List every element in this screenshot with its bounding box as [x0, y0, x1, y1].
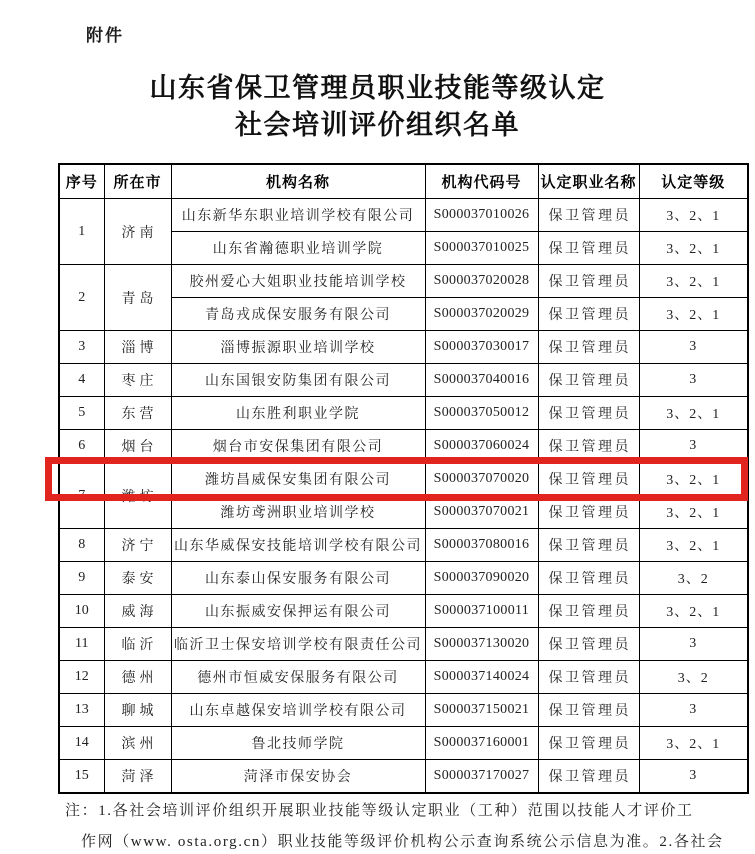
- city-cell: 临沂: [104, 628, 171, 661]
- table-row: [59, 694, 748, 727]
- table-row: [59, 199, 748, 232]
- table-row: [59, 661, 748, 694]
- org-code-cell: S000037170027: [425, 760, 538, 794]
- org-name-cell: 青岛戎成保安服务有限公司: [171, 298, 425, 331]
- city-cell: 潍坊: [104, 463, 171, 529]
- city-cell: 东营: [104, 397, 171, 430]
- table-row-highlighted: [59, 463, 748, 496]
- org-name-cell: 临沂卫士保安培训学校有限责任公司: [171, 628, 425, 661]
- table-row: [59, 760, 748, 794]
- city-cell: 滨州: [104, 727, 171, 760]
- table-row: [59, 628, 748, 661]
- seq-cell: 9: [59, 562, 104, 595]
- seq-cell: 11: [59, 628, 104, 661]
- org-code-cell: S000037040016: [425, 364, 538, 397]
- occupation-cell: 保卫管理员: [538, 232, 639, 265]
- city-cell: 济南: [104, 199, 171, 265]
- org-name-cell: 潍坊鸢洲职业培训学校: [171, 496, 425, 529]
- header-org-name: 机构名称: [171, 164, 425, 199]
- org-name-cell: 山东卓越保安培训学校有限公司: [171, 694, 425, 727]
- level-cell: 3、2: [639, 661, 748, 694]
- org-name-cell: 鲁北技师学院: [171, 727, 425, 760]
- level-cell: 3: [639, 760, 748, 794]
- org-code-cell: S000037030017: [425, 331, 538, 364]
- org-code-cell: S000037070021: [425, 496, 538, 529]
- table-row: [59, 727, 748, 760]
- occupation-cell: 保卫管理员: [538, 496, 639, 529]
- city-cell: 济宁: [104, 529, 171, 562]
- organizations-table: [58, 163, 749, 794]
- table-row: [59, 265, 748, 298]
- document-title: [0, 70, 755, 144]
- org-name-cell: 德州市恒威安保服务有限公司: [171, 661, 425, 694]
- org-name-cell: 山东泰山保安服务有限公司: [171, 562, 425, 595]
- org-code-cell: S000037010025: [425, 232, 538, 265]
- org-code-cell: S000037160001: [425, 727, 538, 760]
- org-name-cell: 烟台市安保集团有限公司: [171, 430, 425, 463]
- occupation-cell: 保卫管理员: [538, 694, 639, 727]
- attachment-label: 附件: [86, 26, 124, 45]
- table-header-row: [59, 164, 748, 199]
- org-name-cell: 山东新华东职业培训学校有限公司: [171, 199, 425, 232]
- level-cell: 3: [639, 331, 748, 364]
- org-code-cell: S000037060024: [425, 430, 538, 463]
- org-code-cell: S000037050012: [425, 397, 538, 430]
- level-cell: 3、2、1: [639, 727, 748, 760]
- seq-cell: 4: [59, 364, 104, 397]
- table-row: [59, 595, 748, 628]
- occupation-cell: 保卫管理员: [538, 562, 639, 595]
- org-name-cell: 菏泽市保安协会: [171, 760, 425, 794]
- table-row: [59, 430, 748, 463]
- city-cell: 枣庄: [104, 364, 171, 397]
- level-cell: 3、2、1: [639, 496, 748, 529]
- occupation-cell: 保卫管理员: [538, 430, 639, 463]
- level-cell: 3: [639, 628, 748, 661]
- org-name-cell: 山东胜利职业学院: [171, 397, 425, 430]
- city-cell: 泰安: [104, 562, 171, 595]
- org-code-cell: S000037140024: [425, 661, 538, 694]
- footnote-line1: 注：1.各社会培训评价组织开展职业技能等级认定职业（工种）范围以技能人才评价工: [65, 803, 694, 819]
- level-cell: 3: [639, 430, 748, 463]
- city-cell: 烟台: [104, 430, 171, 463]
- level-cell: 3: [639, 364, 748, 397]
- occupation-cell: 保卫管理员: [538, 331, 639, 364]
- seq-cell: 3: [59, 331, 104, 364]
- org-name-cell: 淄博振源职业培训学校: [171, 331, 425, 364]
- org-code-cell: S000037090020: [425, 562, 538, 595]
- seq-cell: 2: [59, 265, 104, 331]
- city-cell: 德州: [104, 661, 171, 694]
- table-row: [59, 331, 748, 364]
- seq-cell: 1: [59, 199, 104, 265]
- org-name-cell: 山东华威保安技能培训学校有限公司: [171, 529, 425, 562]
- level-cell: 3、2、1: [639, 199, 748, 232]
- occupation-cell: 保卫管理员: [538, 529, 639, 562]
- org-code-cell: S000037150021: [425, 694, 538, 727]
- level-cell: 3、2: [639, 562, 748, 595]
- occupation-cell: 保卫管理员: [538, 199, 639, 232]
- org-code-cell: S000037070020: [425, 463, 538, 496]
- org-code-cell: S000037100011: [425, 595, 538, 628]
- seq-cell: 6: [59, 430, 104, 463]
- occupation-cell: 保卫管理员: [538, 397, 639, 430]
- org-name-cell: 胶州爱心大姐职业技能培训学校: [171, 265, 425, 298]
- level-cell: 3、2、1: [639, 232, 748, 265]
- footnote-line2: 作网（www. osta.org.cn）职业技能等级评价机构公示查询系统公示信息为准。2.各社会: [81, 834, 724, 850]
- org-name-cell: 山东振威安保押运有限公司: [171, 595, 425, 628]
- document-title-line2: 社会培训评价组织名单: [235, 110, 520, 140]
- seq-cell: 7: [59, 463, 104, 529]
- occupation-cell: 保卫管理员: [538, 628, 639, 661]
- level-cell: 3、2、1: [639, 397, 748, 430]
- seq-cell: 15: [59, 760, 104, 794]
- occupation-cell: 保卫管理员: [538, 265, 639, 298]
- occupation-cell: 保卫管理员: [538, 760, 639, 794]
- table-row: [59, 397, 748, 430]
- occupation-cell: 保卫管理员: [538, 595, 639, 628]
- occupation-cell: 保卫管理员: [538, 463, 639, 496]
- level-cell: 3、2、1: [639, 298, 748, 331]
- level-cell: 3、2、1: [639, 529, 748, 562]
- header-level: 认定等级: [639, 164, 748, 199]
- occupation-cell: 保卫管理员: [538, 661, 639, 694]
- level-cell: 3、2、1: [639, 595, 748, 628]
- org-name-cell: 山东省瀚德职业培训学院: [171, 232, 425, 265]
- seq-cell: 10: [59, 595, 104, 628]
- org-code-cell: S000037010026: [425, 199, 538, 232]
- city-cell: 淄博: [104, 331, 171, 364]
- occupation-cell: 保卫管理员: [538, 727, 639, 760]
- seq-cell: 12: [59, 661, 104, 694]
- level-cell: 3、2、1: [639, 265, 748, 298]
- city-cell: 青岛: [104, 265, 171, 331]
- header-occupation: 认定职业名称: [538, 164, 639, 199]
- level-cell: 3: [639, 694, 748, 727]
- org-name-cell: 潍坊昌威保安集团有限公司: [171, 463, 425, 496]
- org-code-cell: S000037130020: [425, 628, 538, 661]
- table-row: [59, 562, 748, 595]
- header-city: 所在市: [104, 164, 171, 199]
- header-org-code: 机构代码号: [425, 164, 538, 199]
- occupation-cell: 保卫管理员: [538, 298, 639, 331]
- occupation-cell: 保卫管理员: [538, 364, 639, 397]
- table-row: [59, 364, 748, 397]
- document-title-line1: 山东省保卫管理员职业技能等级认定: [149, 73, 606, 103]
- header-seq: 序号: [59, 164, 104, 199]
- seq-cell: 5: [59, 397, 104, 430]
- table-row: [59, 529, 748, 562]
- org-code-cell: S000037080016: [425, 529, 538, 562]
- city-cell: 威海: [104, 595, 171, 628]
- org-code-cell: S000037020028: [425, 265, 538, 298]
- org-code-cell: S000037020029: [425, 298, 538, 331]
- city-cell: 菏泽: [104, 760, 171, 794]
- city-cell: 聊城: [104, 694, 171, 727]
- level-cell: 3、2、1: [639, 463, 748, 496]
- seq-cell: 8: [59, 529, 104, 562]
- seq-cell: 14: [59, 727, 104, 760]
- org-name-cell: 山东国银安防集团有限公司: [171, 364, 425, 397]
- seq-cell: 13: [59, 694, 104, 727]
